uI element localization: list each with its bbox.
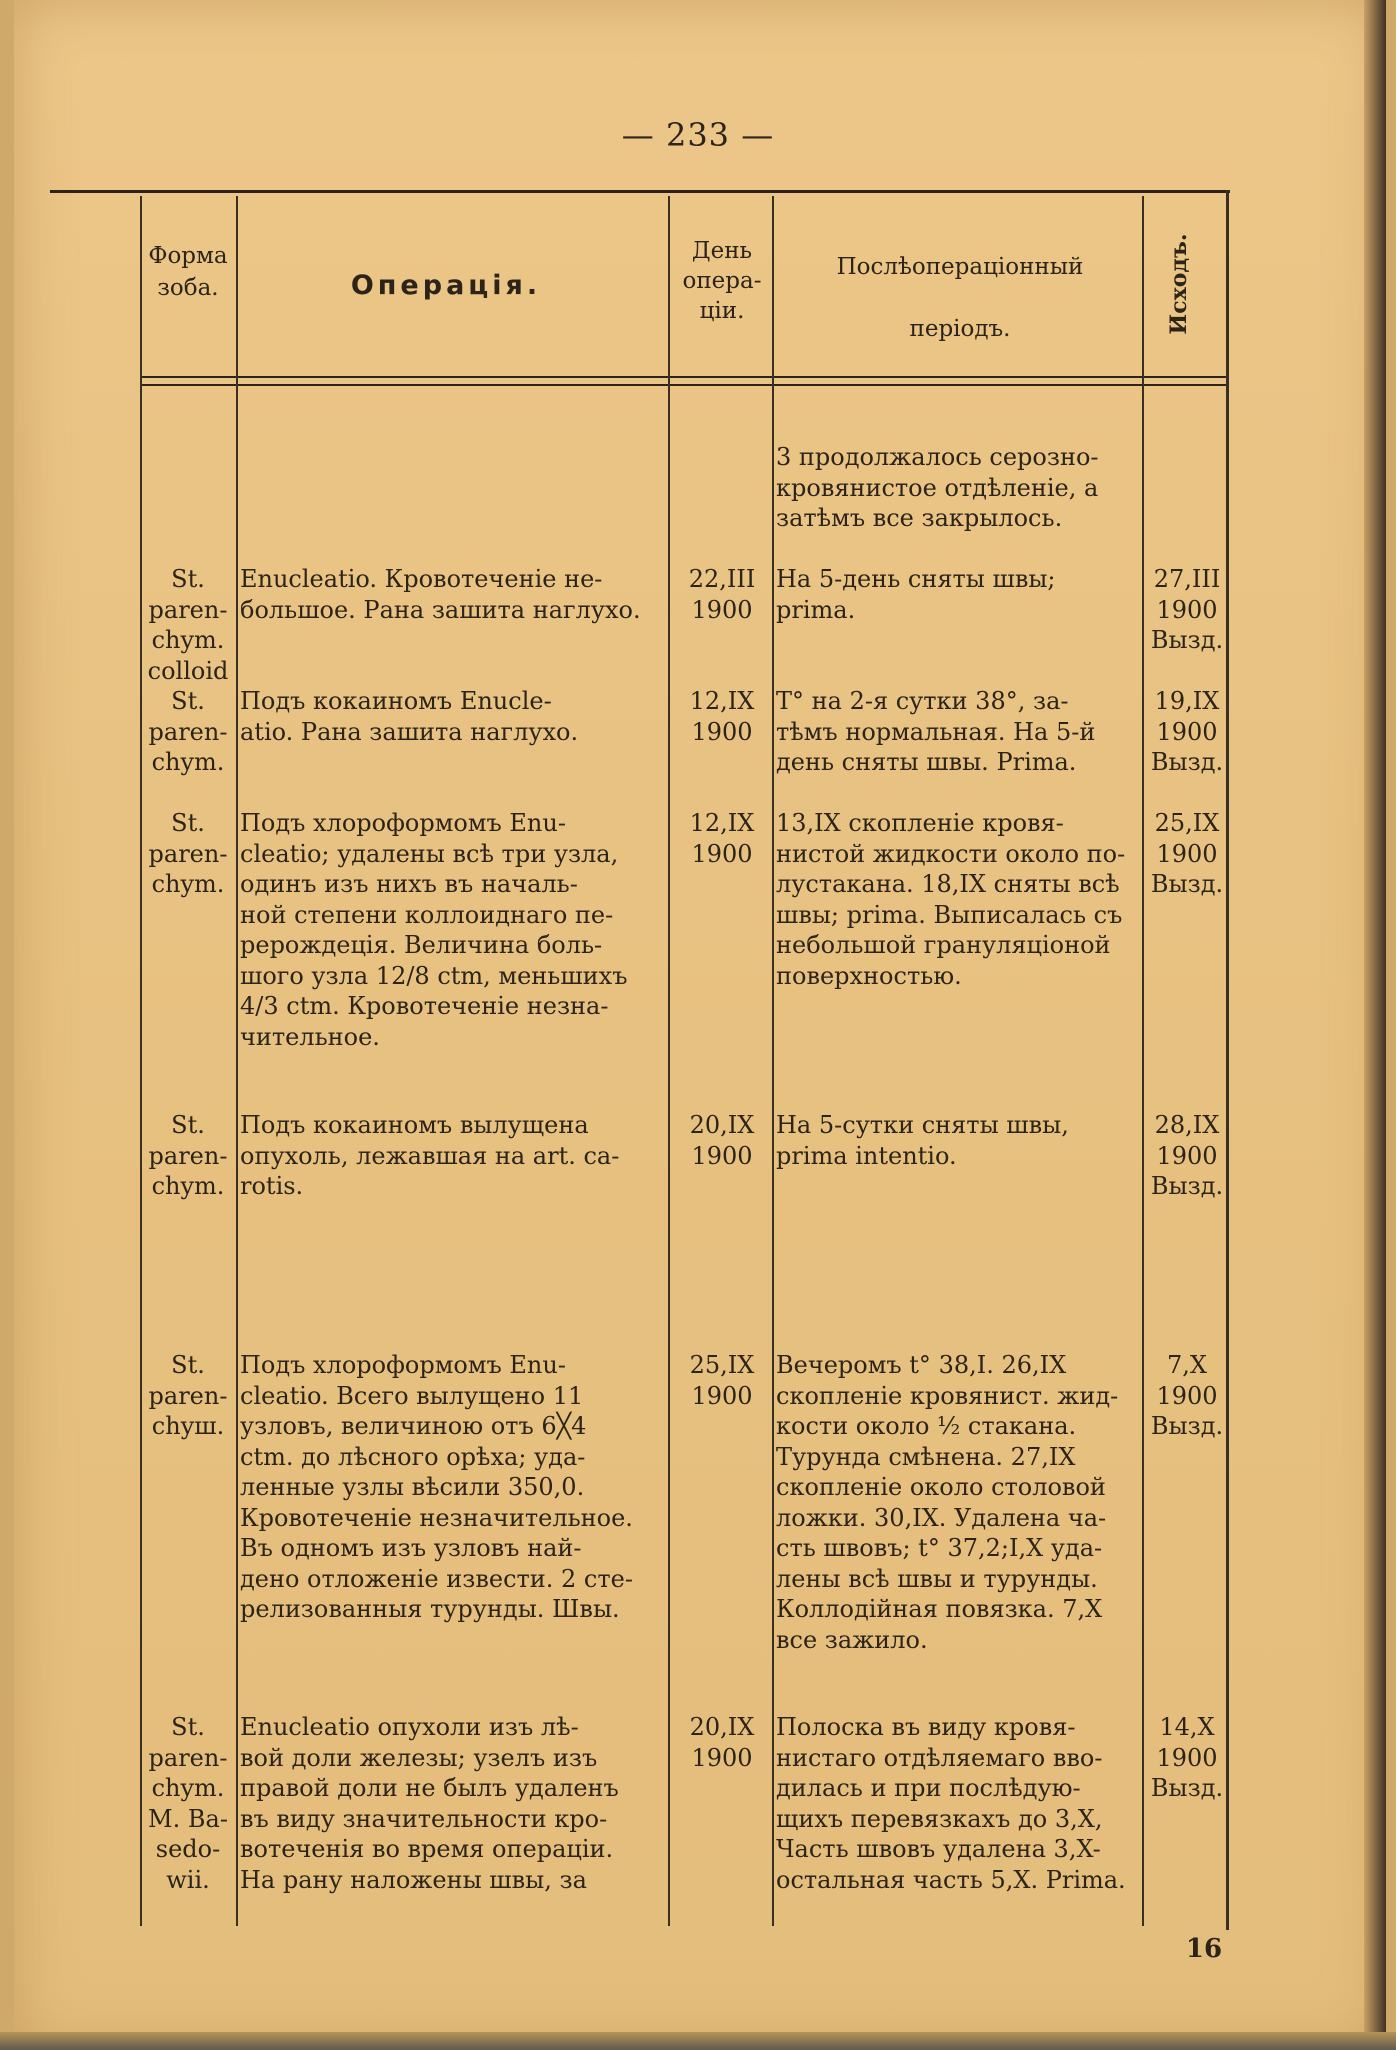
row-6-outcome: 14,X 1900 Вызд. — [1150, 1713, 1224, 1802]
column-divider-left — [140, 196, 142, 1926]
header-bottom-rule — [140, 376, 1226, 378]
row-2-outcome: 19,IX 1900 Вызд. — [1150, 687, 1224, 776]
row-2-operation: Подъ кокаиномъ Enucle- atio. Рана зашита наглухо. — [240, 687, 579, 746]
row-6-day: 20,IX 1900 — [689, 1713, 755, 1772]
row-2-day: 12,IX 1900 — [689, 687, 755, 746]
row-5-operation: Подъ хлороформомъ Enu- cleatio. Всего вылущено 11 узловъ, величиною отъ 6╳4 ctm. до лѣсного орѣха; уда- ленные узлы вѣсили 350,0. Кровотеченіе незначительное. Въ одномъ изъ узловъ най- дено отложеніе извести. 2 сте- релизованныя турунды. Швы. — [240, 1351, 633, 1623]
header-bottom-rule-2 — [140, 384, 1226, 386]
row-4-postop: На 5-сутки сняты швы, prima intentio. — [776, 1111, 1069, 1170]
header-outcome — [1150, 226, 1210, 346]
row-6-operation: Enucleatio опухоли изъ лѣ- вой доли железы; узелъ изъ правой доли не былъ удаленъ въ виду значительности кро- вотеченія во время операціи. На рану наложены швы, за — [240, 1713, 619, 1894]
row-2-form: St. paren- chym. — [148, 687, 228, 776]
header-day: День опера- ціи. — [682, 238, 762, 324]
row-1-form: St. paren- chym. colloid — [147, 565, 229, 685]
column-divider-form — [236, 196, 238, 1926]
row-4-outcome: 28,IX 1900 Вызд. — [1150, 1111, 1224, 1200]
header-operation: Операція. — [350, 270, 542, 301]
row-3-day: 12,IX 1900 — [689, 809, 755, 868]
table-top-rule — [50, 190, 1230, 193]
folio-signature: 16 — [1185, 1934, 1223, 1964]
row-1-operation: Enucleatio. Кровотеченіе не- большое. Рана зашита наглухо. — [240, 565, 641, 624]
row-3-postop: 13,IX скопленіе кровя- нистой жидкости около по- лустакана. 18,IX сняты всѣ швы; prima. Выписалась съ небольшой грануляціоной поверхностью. — [776, 809, 1126, 990]
row-4-day: 20,IX 1900 — [689, 1111, 755, 1170]
row-5-form: St. paren- chyш. — [148, 1351, 228, 1440]
continuation-postop: 3 продолжалось серозно- кровянистое отдѣленіе, а затѣмъ все закрылось. — [776, 443, 1099, 532]
row-4-form: St. paren- chym. — [148, 1111, 228, 1200]
book-spine — [1364, 0, 1386, 2050]
column-divider-right — [1226, 190, 1229, 1930]
row-1-outcome: 27,III 1900 Вызд. — [1150, 565, 1224, 654]
row-5-postop: Вечеромъ t° 38,I. 26,IX скопленіе кровянист. жид- кости около ½ стакана. Турунда смѣнена. 27,IX скопленіе около столовой ложки. 30,IX. Удалена ча- сть швовъ; t° 37,2;I,X уда- лены всѣ швы и турунды. Коллодійная повязка. 7,X все зажило. — [776, 1351, 1119, 1654]
row-5-day: 25,IX 1900 — [689, 1351, 755, 1410]
row-3-form: St. paren- chym. — [148, 809, 228, 898]
page-number: — 233 — — [621, 116, 775, 154]
row-6-postop: Полоска въ виду кровя- нистаго отдѣляемаго вво- дилась и при послѣдую- щихъ перевязкахъ до 3,X, Часть швовъ удалена 3,X- остальная часть 5,X. Prima. — [776, 1713, 1126, 1894]
row-6-form: St. paren- chym. M. Ba- sedo- wii. — [148, 1713, 228, 1894]
header-form: Форма зоба. — [148, 243, 228, 301]
row-3-outcome: 25,IX 1900 Вызд. — [1150, 809, 1224, 898]
page-bottom-edge — [0, 2032, 1396, 2050]
header-outcome-label: Исходъ. — [1166, 233, 1192, 335]
row-2-postop: T° на 2-я сутки 38°, за- тѣмъ нормальная. На 5-й день сняты швы. Prima. — [776, 687, 1096, 776]
column-divider-operation — [668, 196, 670, 1926]
row-4-operation: Подъ кокаиномъ вылущена опухоль, лежавшая на art. ca- rotis. — [240, 1111, 620, 1200]
row-3-operation: Подъ хлороформомъ Enu- cleatio; удалены всѣ три узла, одинъ изъ нихъ въ началь- ной степени коллоиднаго пе- рерождеція. Величина боль- шого узла 12/8 ctm, меньшихъ 4/3 ctm. Кровотеченіе незна- чительное. — [240, 809, 628, 1051]
row-5-outcome: 7,X 1900 Вызд. — [1150, 1351, 1224, 1440]
header-postop: Послѣоперaціонный періодъ. — [836, 254, 1084, 342]
row-1-day: 22,III 1900 — [688, 565, 756, 624]
column-divider-day — [772, 196, 774, 1926]
row-1-postop: На 5-день сняты швы; prima. — [776, 565, 1056, 624]
